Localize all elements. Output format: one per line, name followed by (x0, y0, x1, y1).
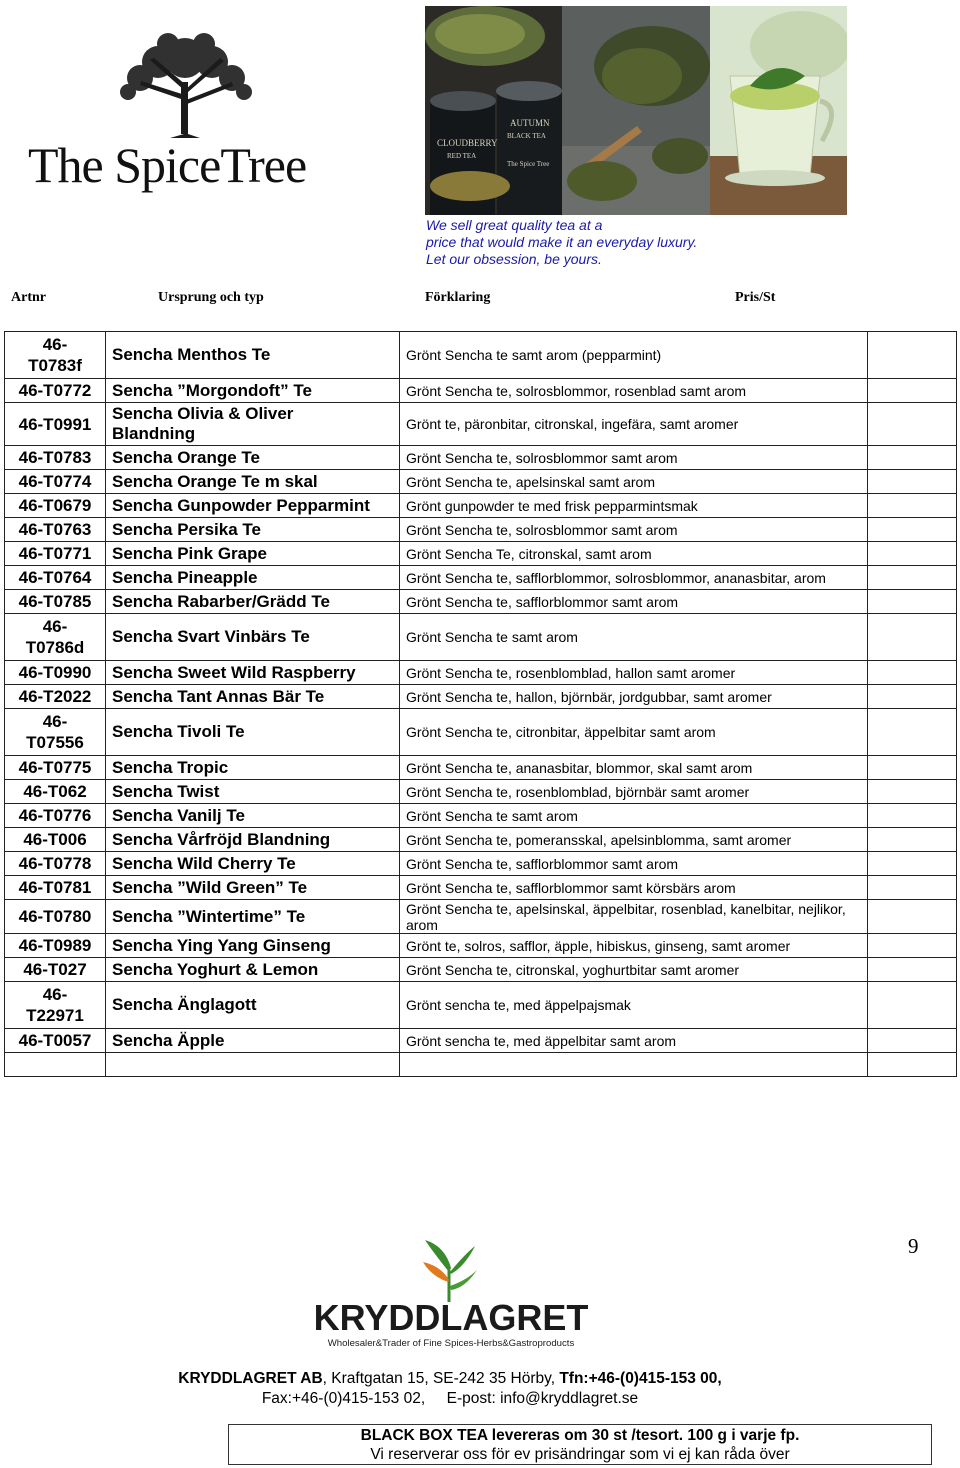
table-row (5, 614, 957, 661)
price-cell (868, 828, 957, 852)
article-number-cell: 46-T0991 (5, 403, 106, 446)
spice-tree-logo-icon (110, 30, 260, 140)
table-row (5, 876, 957, 900)
product-name-cell: Sencha Äpple (106, 1029, 400, 1053)
article-number-cell: 46-T0774 (5, 470, 106, 494)
product-name-cell: Sencha Svart Vinbärs Te (106, 614, 400, 661)
product-name-cell: Sencha Vanilj Te (106, 804, 400, 828)
product-name-cell: Sencha Menthos Te (106, 332, 400, 379)
delivery-notice-box (228, 1424, 932, 1465)
price-cell (868, 379, 957, 403)
kryddlagret-logo (305, 1232, 597, 1354)
column-header-artnr: Artnr (11, 290, 46, 305)
price-cell (868, 1029, 957, 1053)
tin-label-red-tea: RED TEA (447, 152, 477, 160)
description-cell: Grönt Sencha te, rosenblomblad, björnbär samt aromer (400, 780, 868, 804)
table-row (5, 756, 957, 780)
product-name-cell: Sencha ”Wild Green” Te (106, 876, 400, 900)
table-row (5, 1053, 957, 1077)
article-number-cell: 46-T0057 (5, 1029, 106, 1053)
price-cell (868, 661, 957, 685)
article-number-cell: 46-T0764 (5, 566, 106, 590)
article-number-cell: 46- T0786d (5, 614, 106, 661)
article-number-cell: 46-T0775 (5, 756, 106, 780)
description-cell: Grönt Sencha te, solrosblommor samt arom (400, 446, 868, 470)
article-number-cell: 46-T006 (5, 828, 106, 852)
product-name-cell: Sencha Tropic (106, 756, 400, 780)
price-cell (868, 958, 957, 982)
price-cell (868, 900, 957, 934)
price-cell (868, 494, 957, 518)
article-number-cell: 46-T0778 (5, 852, 106, 876)
table-row (5, 900, 957, 934)
article-number-cell: 46-T0783 (5, 446, 106, 470)
product-name-cell: Sencha ”Morgondoft” Te (106, 379, 400, 403)
table-row (5, 494, 957, 518)
table-row (5, 518, 957, 542)
product-name-cell: Sencha Wild Cherry Te (106, 852, 400, 876)
leaf-sprout-icon (423, 1240, 477, 1302)
table-row (5, 332, 957, 379)
product-name-cell: Sencha ”Wintertime” Te (106, 900, 400, 934)
description-cell: Grönt sencha te, med äppelbitar samt arom (400, 1029, 868, 1053)
description-cell: Grönt Sencha te, ananasbitar, blommor, skal samt arom (400, 756, 868, 780)
description-cell: Grönt Sencha te, hallon, björnbär, jordgubbar, samt aromer (400, 685, 868, 709)
description-cell: Grönt Sencha te samt arom (400, 614, 868, 661)
tea-tins-photo (425, 6, 562, 215)
tin-label-spice-tree: The Spice Tree (507, 160, 550, 168)
delivery-notice: BLACK BOX TEA levereras om 30 st /tesort. 100 g i varje fp. (360, 1427, 800, 1444)
column-header-price: Pris/St (735, 290, 776, 305)
tagline-line: We sell great quality tea at a (426, 217, 603, 233)
price-cell (868, 982, 957, 1029)
table-row (5, 709, 957, 756)
article-number-cell: 46-T027 (5, 958, 106, 982)
article-number-cell: 46-T0772 (5, 379, 106, 403)
product-name-cell (106, 1053, 400, 1077)
description-cell: Grönt te, solros, safflor, äpple, hibiskus, ginseng, samt aromer (400, 934, 868, 958)
description-cell: Grönt Sencha te, safflorblommor samt körsbärs arom (400, 876, 868, 900)
tea-price-table (4, 331, 957, 1077)
column-header-origin: Ursprung och typ (158, 290, 264, 305)
product-name-cell: Sencha Twist (106, 780, 400, 804)
table-row (5, 542, 957, 566)
kryddlagret-tagline: Wholesaler&Trader of Fine Spices-Herbs&Gastroproducts (327, 1338, 575, 1349)
product-name-cell: Sencha Ying Yang Ginseng (106, 934, 400, 958)
description-cell (400, 1053, 868, 1077)
table-row (5, 685, 957, 709)
article-number-cell: 46-T0763 (5, 518, 106, 542)
price-cell (868, 590, 957, 614)
article-number-cell: 46- T07556 (5, 709, 106, 756)
price-change-notice: Vi reserverar oss för ev prisändringar som vi ej kan råda över (370, 1446, 790, 1463)
article-number-cell: 46-T0989 (5, 934, 106, 958)
price-cell (868, 518, 957, 542)
price-cell (868, 756, 957, 780)
column-header-explanation: Förklaring (425, 290, 491, 305)
article-number-cell: 46-T0785 (5, 590, 106, 614)
product-name-cell: Sencha Gunpowder Pepparmint (106, 494, 400, 518)
price-cell (868, 542, 957, 566)
article-number-cell: 46-T0776 (5, 804, 106, 828)
price-cell (868, 780, 957, 804)
tin-label-cloudberry: CLOUDBERRY (437, 138, 498, 148)
price-cell (868, 876, 957, 900)
price-cell (868, 446, 957, 470)
table-row (5, 403, 957, 446)
description-cell: Grönt gunpowder te med frisk pepparmintsmak (400, 494, 868, 518)
article-number-cell: 46-T0781 (5, 876, 106, 900)
article-number-cell: 46-T2022 (5, 685, 106, 709)
price-cell (868, 1053, 957, 1077)
description-cell: Grönt te, päronbitar, citronskal, ingefära, samt aromer (400, 403, 868, 446)
table-row (5, 852, 957, 876)
description-cell: Grönt Sencha te samt arom (400, 804, 868, 828)
product-name-cell: Sencha Änglagott (106, 982, 400, 1029)
price-cell (868, 934, 957, 958)
description-cell: Grönt Sencha te, safflorblommor, solrosblommor, ananasbitar, arom (400, 566, 868, 590)
description-cell: Grönt Sencha te, citronbitar, äppelbitar samt arom (400, 709, 868, 756)
contact-phone: Tfn:+46-(0)415-153 00, (559, 1370, 722, 1387)
description-cell: Grönt Sencha te, citronskal, yoghurtbitar samt aromer (400, 958, 868, 982)
kryddlagret-wordmark: KRYDDLAGRET (313, 1297, 589, 1338)
table-row (5, 566, 957, 590)
description-cell: Grönt sencha te, med äppelpajsmak (400, 982, 868, 1029)
table-row (5, 780, 957, 804)
spice-tree-logo-text: The SpiceTree (28, 137, 307, 193)
price-cell (868, 685, 957, 709)
price-cell (868, 403, 957, 446)
product-name-cell: Sencha Pineapple (106, 566, 400, 590)
price-cell (868, 804, 957, 828)
product-name-cell: Sencha Persika Te (106, 518, 400, 542)
product-name-cell: Sencha Tivoli Te (106, 709, 400, 756)
table-row (5, 934, 957, 958)
table-row (5, 804, 957, 828)
contact-company: KRYDDLAGRET AB (178, 1370, 323, 1387)
price-cell (868, 709, 957, 756)
table-row (5, 982, 957, 1029)
page-number: 9 (908, 1234, 919, 1258)
tin-label-black-tea: BLACK TEA (507, 132, 546, 140)
product-name-cell: Sencha Orange Te (106, 446, 400, 470)
table-row (5, 590, 957, 614)
contact-line-1 (100, 1369, 800, 1389)
table-row (5, 958, 957, 982)
tea-spoon-photo (562, 6, 710, 215)
tagline (426, 217, 746, 268)
price-cell (868, 566, 957, 590)
description-cell: Grönt Sencha te samt arom (pepparmint) (400, 332, 868, 379)
article-number-cell: 46-T062 (5, 780, 106, 804)
price-cell (868, 332, 957, 379)
price-cell (868, 852, 957, 876)
article-number-cell: 46-T0771 (5, 542, 106, 566)
article-number-cell (5, 1053, 106, 1077)
description-cell: Grönt Sencha te, pomeransskal, apelsinblomma, samt aromer (400, 828, 868, 852)
product-name-cell: Sencha Yoghurt & Lemon (106, 958, 400, 982)
table-row (5, 446, 957, 470)
product-name-cell: Sencha Orange Te m skal (106, 470, 400, 494)
tagline-line: price that would make it an everyday luxury. (426, 234, 698, 250)
product-name-cell: Sencha Vårfröjd Blandning (106, 828, 400, 852)
product-name-cell: Sencha Rabarber/Grädd Te (106, 590, 400, 614)
contact-fax-email: Fax:+46-(0)415-153 02, E-post: info@kryddlagret.se (261, 1390, 639, 1407)
contact-address: , Kraftgatan 15, SE-242 35 Hörby, (322, 1370, 560, 1387)
description-cell: Grönt Sencha te, safflorblommor samt arom (400, 852, 868, 876)
green-tea-cup-photo (710, 6, 847, 215)
article-number-cell: 46- T0783f (5, 332, 106, 379)
price-cell (868, 614, 957, 661)
description-cell: Grönt Sencha te, safflorblommor samt arom (400, 590, 868, 614)
article-number-cell: 46- T22971 (5, 982, 106, 1029)
tin-label-autumn: AUTUMN (510, 118, 550, 128)
description-cell: Grönt Sencha te, rosenblomblad, hallon samt aromer (400, 661, 868, 685)
product-name-cell: Sencha Tant Annas Bär Te (106, 685, 400, 709)
product-name-cell: Sencha Pink Grape (106, 542, 400, 566)
description-cell: Grönt Sencha te, solrosblommor, rosenblad samt arom (400, 379, 868, 403)
article-number-cell: 46-T0990 (5, 661, 106, 685)
price-cell (868, 470, 957, 494)
tagline-line: Let our obsession, be yours. (426, 251, 602, 267)
table-row (5, 828, 957, 852)
description-cell: Grönt Sencha te, apelsinskal samt arom (400, 470, 868, 494)
product-name-cell: Sencha Olivia & Oliver Blandning (106, 403, 400, 446)
product-name-cell: Sencha Sweet Wild Raspberry (106, 661, 400, 685)
description-cell: Grönt Sencha te, solrosblommor samt arom (400, 518, 868, 542)
table-row (5, 379, 957, 403)
article-number-cell: 46-T0780 (5, 900, 106, 934)
contact-info (100, 1369, 800, 1409)
article-number-cell: 46-T0679 (5, 494, 106, 518)
table-row (5, 1029, 957, 1053)
description-cell: Grönt Sencha Te, citronskal, samt arom (400, 542, 868, 566)
table-row (5, 470, 957, 494)
description-cell: Grönt Sencha te, apelsinskal, äppelbitar, rosenblad, kanelbitar, nejlikor, arom (400, 900, 868, 934)
table-row (5, 661, 957, 685)
